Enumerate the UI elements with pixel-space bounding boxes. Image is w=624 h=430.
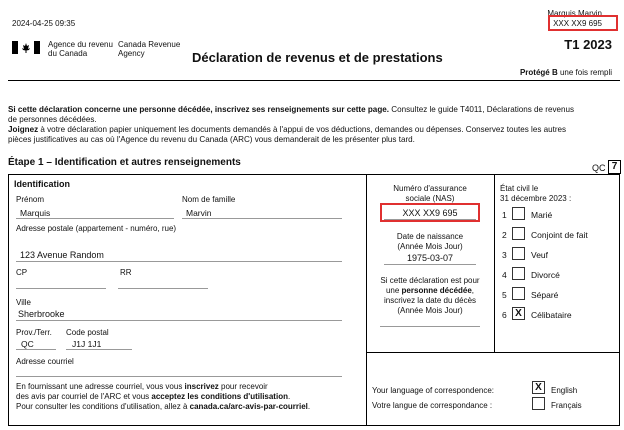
marital-option-label: Divorcé	[531, 270, 560, 280]
form-id: T1 2023	[564, 37, 612, 52]
canada-flag-icon	[12, 41, 40, 54]
cp-field[interactable]	[16, 288, 106, 289]
step1-title: Étape 1 – Identification et autres renseignements	[8, 157, 241, 168]
french-checkbox[interactable]	[532, 397, 545, 410]
city-label: Ville	[16, 298, 31, 307]
province-underline	[16, 349, 56, 350]
marital-option-checkbox[interactable]	[512, 267, 525, 280]
email-consent-note: En fournissant une adresse courriel, vous vous inscrivez pour recevoir des avis par courriel de l'ARC et vous acceptez les conditions d'utilisation. Pour consulter les conditions d'utilisation, allez à canada.ca/arc-avis-par-courriel.	[16, 382, 311, 411]
marital-option-label: Conjoint de fait	[531, 230, 588, 240]
marital-option-number: 5	[502, 290, 507, 300]
marital-option-number: 6	[502, 310, 507, 320]
marital-option-number: 2	[502, 230, 507, 240]
email-field[interactable]	[16, 376, 342, 377]
marital-option-label: Veuf	[531, 250, 549, 260]
marital-option-label: Célibataire	[531, 310, 572, 320]
agency-name-en: Canada Revenue Agency	[118, 40, 181, 58]
section-divider-horizontal	[366, 352, 620, 353]
postal-code-underline	[66, 349, 132, 350]
sin-field[interactable]: XXX XX9 695	[402, 208, 458, 218]
first-name-field[interactable]: Marquis	[20, 208, 51, 218]
rr-field[interactable]	[118, 288, 208, 289]
dob-underline	[384, 264, 476, 265]
section-divider-right	[494, 174, 495, 352]
marital-option-label: Séparé	[531, 290, 559, 300]
agency-name-fr: Agence du revenu du Canada	[48, 40, 113, 58]
print-datetime: 2024-04-25 09:35	[12, 19, 76, 28]
last-name-field[interactable]: Marvin	[186, 208, 212, 218]
sin-highlight	[380, 203, 480, 222]
rr-label: RR	[120, 268, 132, 277]
language-label-fr: Votre langue de correspondance :	[372, 401, 493, 410]
postal-code-field[interactable]: J1J 1J1	[72, 339, 102, 349]
city-underline	[16, 320, 342, 321]
death-date-label: Si cette déclaration est pour une personne décédée, inscrivez la date du décès (Année Mois Jour)	[380, 276, 480, 315]
last-name-label: Nom de famille	[182, 195, 236, 204]
intro-text: Si cette déclaration concerne une personne décédée, inscrivez ses renseignements sur cette page. Consultez le guide T4011, Déclarations de revenus de personnes décédées. Joignez à votre déclaration papier uniquement les documents demandés à l'appui de vos déductions, demandes ou dépenses. Conservez toutes les autres pièces justificatives au cas où l'Agence du revenu du Canada (ARC) vous demanderait de les présenter plus tard.	[8, 105, 575, 144]
marital-option-checkbox[interactable]	[512, 287, 525, 300]
marital-option-number: 4	[502, 270, 507, 280]
postal-code-label: Code postal	[66, 328, 109, 337]
marital-option-checkbox[interactable]	[512, 227, 525, 240]
english-checkbox[interactable]: X	[532, 381, 545, 394]
french-label: Français	[551, 401, 582, 410]
province-code: QC	[592, 163, 606, 173]
province-number-box: 7	[608, 160, 621, 174]
province-label: Prov./Terr.	[16, 328, 52, 337]
address-underline	[16, 261, 342, 262]
province-field[interactable]: QC	[21, 339, 34, 349]
city-field[interactable]: Sherbrooke	[18, 309, 65, 319]
death-date-field[interactable]	[380, 326, 480, 327]
form-title: Déclaration de revenus et de prestations	[192, 50, 443, 65]
protected-label: Protégé B une fois rempli	[519, 68, 612, 77]
marital-option-label: Marié	[531, 210, 553, 220]
cp-label: CP	[16, 268, 28, 277]
address-label: Adresse postale (appartement - numéro, rue)	[16, 224, 177, 233]
sin-label: Numéro d'assurance sociale (NAS)	[393, 184, 467, 203]
dob-field[interactable]: 1975-03-07	[406, 253, 454, 263]
marital-option-checkbox[interactable]	[512, 207, 525, 220]
marital-option-checkbox[interactable]: X	[512, 307, 525, 320]
dob-label: Date de naissance (Année Mois Jour)	[396, 232, 464, 251]
header-divider	[8, 80, 620, 81]
identification-heading: Identification	[14, 179, 70, 189]
marital-option-number: 1	[502, 210, 507, 220]
header-sin-highlight	[548, 15, 618, 31]
email-label: Adresse courriel	[16, 357, 74, 366]
first-name-underline	[16, 218, 174, 219]
language-label-en: Your language of correspondence:	[372, 386, 495, 395]
marital-option-checkbox[interactable]	[512, 247, 525, 260]
header-taxpayer-name: Marquis Marvin	[547, 9, 602, 18]
header-sin: XXX XX9 695	[553, 19, 602, 28]
english-label: English	[551, 386, 578, 395]
marital-status-heading: État civil le 31 décembre 2023 :	[500, 184, 572, 203]
last-name-underline	[182, 218, 342, 219]
first-name-label: Prénom	[16, 195, 45, 204]
marital-option-number: 3	[502, 250, 507, 260]
address-field[interactable]: 123 Avenue Random	[20, 250, 104, 260]
